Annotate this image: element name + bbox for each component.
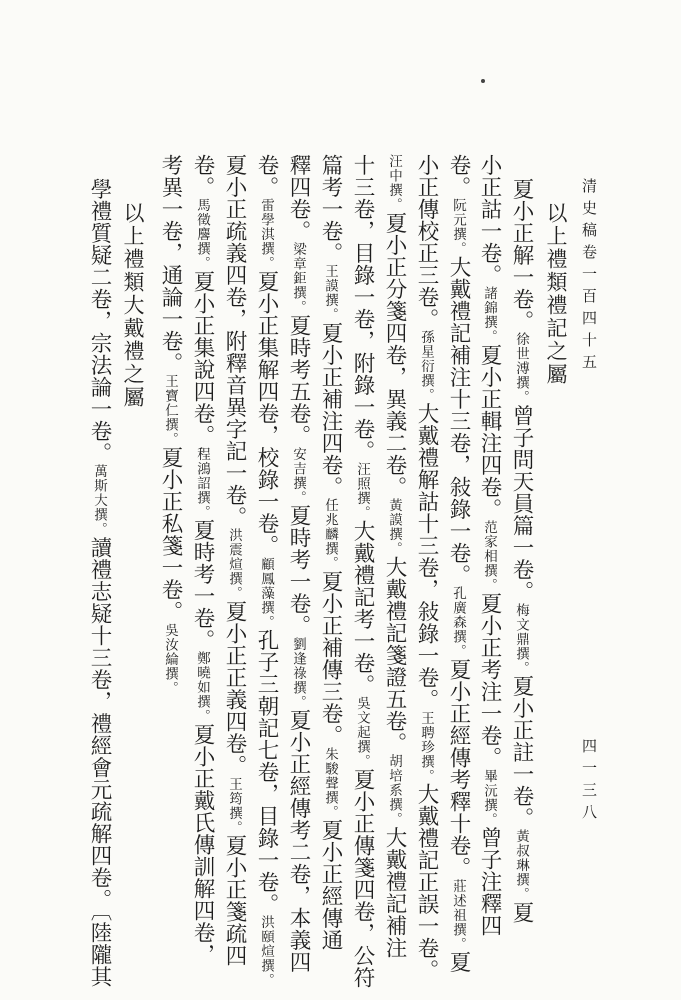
book-title-text: 大戴禮記補注 [382,826,407,959]
book-title-text: 夏 [509,901,534,924]
book-title-text: 夏小正正義四卷。 [222,600,247,777]
author-note: 徐世溥撰。 [513,332,529,405]
author-note: 程鴻詔撰。 [194,446,210,519]
text-column [315,154,345,951]
author-note: 黃叔琳撰。 [513,829,529,902]
book-title-text: 夏小正經傳通 [318,819,343,951]
author-note: 諸錦撰。 [481,286,497,344]
running-head: 清史稿卷一百四十五 [580,178,598,376]
text-column [283,154,313,973]
book-title-text: 讀禮志疑十三卷，禮經會元疏解四卷。〔陸隴其 [87,536,112,988]
author-note: 朱駿聲撰。 [322,746,338,819]
book-title-text: 夏小正經傳考二卷，本義四 [286,709,311,973]
section-heading-liji: 以上禮類禮記之屬 [544,202,568,386]
book-title-text: 夏小正私箋一卷。 [158,446,183,623]
book-title-text: 曾子問天員篇一卷。 [509,404,534,603]
book-title-text: 夏小正補注四卷。 [318,322,343,498]
book-title-text: 卷。 [190,154,215,198]
book-title-text: 學禮質疑二卷，宗法論一卷。 [87,178,112,464]
author-note: 王寶仁撰。 [162,374,178,447]
author-note: 黃謨撰。 [386,498,402,556]
text-column [379,154,409,959]
book-title-text: 夏小正傳箋四卷，公符 [350,768,375,989]
author-note: 范家相撰。 [481,520,497,593]
author-note: 汪照撰。 [354,462,370,520]
book-title-text: 大戴禮解詁十三卷，敍錄一卷。 [414,402,439,711]
section-heading-dadai: 以上禮類大戴禮之屬 [121,202,145,409]
book-title-text: 卷。 [446,154,471,198]
text-column [155,154,185,695]
text-column [347,154,377,989]
book-title-text: 大戴禮記箋證五卷。 [382,556,407,754]
author-note: 安吉撰。 [290,446,306,505]
book-title-text: 夏小正註一卷。 [509,675,534,829]
author-note: 顧鳳藻撰。 [258,556,274,629]
book-title-text: 夏小正補傳三卷。 [318,570,343,747]
author-note: 任兆麟撰。 [322,498,338,571]
author-note: 馬徵麐撰。 [194,198,210,271]
author-note: 畢沅撰。 [481,768,497,827]
author-note: 吳文起撰。 [354,696,370,769]
book-title-text: 十三卷，目錄一卷，附錄一卷。 [350,154,375,462]
author-note: 阮元撰。 [450,198,466,256]
text-column [474,154,504,937]
ink-speck [481,79,485,83]
book-title-text: 篇考一卷。 [318,154,343,264]
page-number: 四一三八 [580,738,598,826]
book-title-text: 夏小正集解四卷，校錄一卷。 [254,270,279,557]
book-title-text: 大戴禮記正誤一卷。 [414,783,439,981]
text-column [251,154,281,988]
book-title-text: 夏時考五卷。 [286,314,311,447]
book-title-text: 大戴禮記補注十三卷，敍錄一卷。 [446,256,471,586]
book-title-text: 夏時考一卷。 [286,504,311,637]
author-note: 孫星衍撰。 [418,330,434,403]
author-note: 洪頤煊撰。 [258,915,274,988]
book-title-text: 卷。 [254,154,279,198]
text-column [411,154,441,981]
author-note: 萬斯大撰。 [91,464,107,537]
author-note: 洪震煊撰。 [226,528,242,601]
book-title-text: 孔子三朝記七卷，目錄一卷。 [254,629,279,915]
author-note: 鄭曉如撰。 [194,651,210,724]
book-title-text: 曾子注釋四 [477,826,502,937]
author-note: 王謨撰。 [322,264,338,322]
author-note: 劉逢祿撰。 [290,636,306,709]
author-note: 莊述祖撰。 [450,878,466,951]
text-column [443,154,473,973]
book-title-text: 夏時考一卷。 [190,519,215,651]
book-title-text: 夏小正箋疏四 [222,834,247,967]
book-title-text: 夏小正集說四卷。 [190,270,215,447]
author-note: 雷學淇撰。 [258,198,274,271]
text-column [506,178,536,924]
book-title-text: 小正傳校正三卷。 [414,154,439,330]
book-title-text: 夏小正疏義四卷，附釋音異字記一卷。 [222,154,247,528]
author-note: 胡培系撰。 [386,754,402,827]
book-title-text: 夏小正戴氏傳訓解四卷， [190,723,215,966]
author-note: 梁章鉅撰。 [290,242,306,315]
text-column [84,178,114,988]
author-note: 吳汝綸撰。 [162,622,178,695]
book-title-text: 夏 [446,951,471,973]
book-title-text: 大戴禮記考一卷。 [350,520,375,696]
author-note: 汪中撰。 [386,154,402,212]
text-column [187,154,217,966]
book-title-text: 夏小正輯注四卷。 [477,344,502,520]
book-title-text: 夏小正考注一卷。 [477,592,502,769]
author-note: 王聘珍撰。 [418,710,434,783]
book-title-text: 夏小正分箋四卷，異義二卷。 [382,212,407,498]
book-title-text: 夏小正經傳考釋十卷。 [446,658,471,879]
book-title-text: 釋四卷。 [286,154,311,242]
book-title-text: 小正詁一卷。 [477,154,502,286]
book-title-text: 考異一卷，通論一卷。 [158,154,183,374]
author-note: 孔廣森撰。 [450,586,466,659]
author-note: 王筠撰。 [226,776,242,835]
book-title-text: 夏小正解一卷。 [509,178,534,332]
text-column [219,154,249,967]
author-note: 梅文鼎撰。 [513,602,529,675]
